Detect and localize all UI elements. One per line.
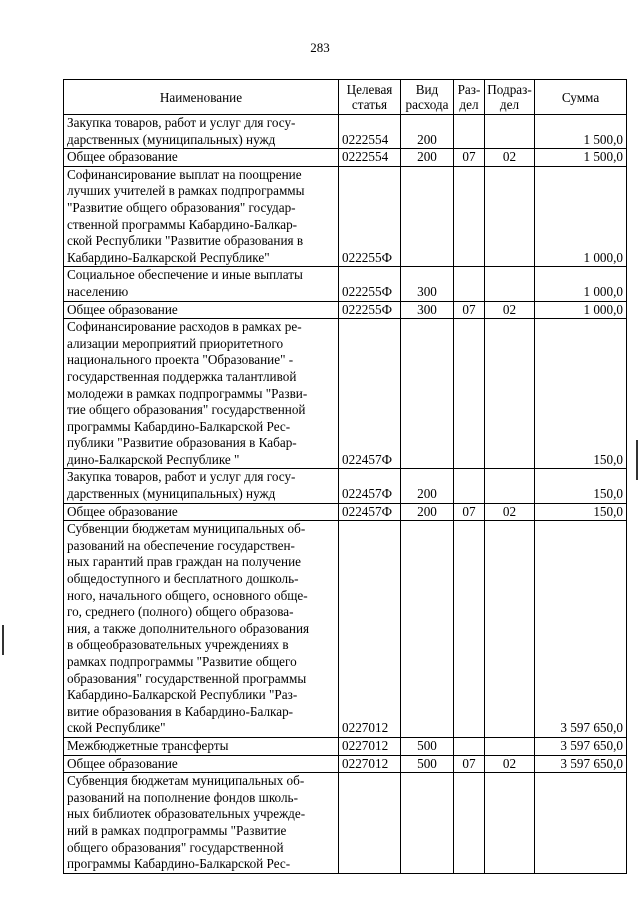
row-name-line: ний в рамках подпрограммы "Развитие [67, 822, 287, 838]
row-subsection-cell [485, 521, 535, 738]
row-section-cell [454, 773, 485, 874]
row-name-line: ской Республике" [67, 720, 166, 736]
row-name-line: тие общего образования" государственной [67, 402, 306, 418]
row-expense-kind-cell: 500 [401, 737, 454, 755]
table-row [64, 301, 627, 319]
row-name-cell [64, 521, 339, 738]
table-row [64, 115, 627, 149]
row-name-line: витие образования в Кабардино-Балкар- [67, 703, 294, 719]
row-name-line: Софинансирование расходов в рамках ре- [67, 319, 302, 335]
table-row [64, 503, 627, 521]
row-name-line: Общее образование [67, 301, 178, 317]
row-subsection-cell [485, 267, 535, 301]
row-name-line: ственной программы Кабардино-Балкар- [67, 216, 298, 232]
row-target-cell: 022255Ф [339, 166, 401, 267]
row-subsection-cell [485, 773, 535, 874]
margin-mark-bottom [2, 625, 4, 655]
row-name-line: программы Кабардино-Балкарской Рес- [67, 418, 291, 434]
table-row [64, 773, 627, 874]
row-name-line: "Развитие общего образования" государ- [67, 199, 296, 215]
row-name-line: лучших учителей в рамках подпрограммы [67, 183, 305, 199]
row-name-line: Кабардино-Балкарской Республике" [67, 249, 270, 265]
row-section-cell [454, 267, 485, 301]
row-subsection-cell [485, 115, 535, 149]
row-expense-kind-cell: 200 [401, 115, 454, 149]
row-name-cell [64, 469, 339, 503]
table-row [64, 469, 627, 503]
row-name-line: дарственных (муниципальных) нужд [67, 486, 276, 502]
row-name-line: публики "Развитие образования в Кабар- [67, 435, 297, 451]
row-expense-kind-cell: 200 [401, 469, 454, 503]
page-number: 283 [310, 40, 330, 55]
table-row [64, 755, 627, 773]
row-name-line: Межбюджетные трансферты [67, 737, 229, 753]
row-expense-kind-cell: 500 [401, 755, 454, 773]
header-section-line-2: дел [459, 97, 479, 112]
row-section-cell: 07 [454, 755, 485, 773]
row-subsection-cell: 02 [485, 755, 535, 773]
row-name-cell [64, 737, 339, 755]
header-target-article [339, 80, 401, 115]
row-target-cell: 0227012 [339, 521, 401, 738]
row-name-line: общедоступного и бесплатного дошколь- [67, 571, 299, 587]
row-target-cell: 0222554 [339, 149, 401, 167]
row-section-cell [454, 469, 485, 503]
row-expense-kind-cell: 200 [401, 149, 454, 167]
header-subsection-line-2: дел [499, 97, 520, 112]
row-subsection-cell: 02 [485, 503, 535, 521]
row-name-cell [64, 755, 339, 773]
row-name-line: государственная поддержка талантливой [67, 368, 297, 384]
row-amount-cell: 1 000,0 [535, 267, 627, 301]
row-target-cell: 022457Ф [339, 469, 401, 503]
row-name-cell [64, 149, 339, 167]
row-amount-cell: 1 500,0 [535, 149, 627, 167]
row-target-cell: 0227012 [339, 755, 401, 773]
row-name-line: в общеобразовательных учреждениях в [67, 637, 289, 653]
header-kind-line-2: расхода [405, 97, 449, 112]
row-name-line: ных гарантий прав граждан на получение [67, 554, 301, 570]
row-expense-kind-cell: 300 [401, 301, 454, 319]
row-target-cell: 022457Ф [339, 503, 401, 521]
row-name-cell [64, 319, 339, 469]
row-name-cell [64, 773, 339, 874]
row-name-line: программы Кабардино-Балкарской Рес- [67, 856, 291, 872]
row-amount-cell: 3 597 650,0 [535, 755, 627, 773]
row-name-line: ния, а также дополнительного образования [67, 620, 310, 636]
row-name-cell [64, 503, 339, 521]
row-target-cell: 0222554 [339, 115, 401, 149]
row-name-line: Общее образование [67, 503, 178, 519]
header-subsection-line-1: Подраз- [487, 82, 532, 97]
row-name-line: национального проекта "Образование" - [67, 352, 294, 368]
table-row [64, 521, 627, 738]
row-name-line: Социальное обеспечение и иные выплаты [67, 267, 303, 283]
row-amount-cell: 150,0 [535, 503, 627, 521]
row-target-cell: 022255Ф [339, 301, 401, 319]
row-name-line: дарственных (муниципальных) нужд [67, 131, 276, 147]
row-name-line: го, среднего (полного) общего образова- [67, 604, 294, 620]
table-row [64, 319, 627, 469]
row-section-cell: 07 [454, 301, 485, 319]
row-section-cell [454, 521, 485, 738]
row-name-line: дино-Балкарской Республике " [67, 451, 240, 467]
row-subsection-cell [485, 166, 535, 267]
row-name-line: образования" государственной программы [67, 670, 307, 686]
table-row [64, 267, 627, 301]
row-name-line: Софинансирование выплат на поощрение [67, 166, 302, 182]
row-section-cell: 07 [454, 503, 485, 521]
table-row [64, 737, 627, 755]
row-name-line: рамках подпрограммы "Развитие общего [67, 654, 297, 669]
row-name-line: ской Республики "Развитие образования в [67, 233, 304, 249]
row-name-line: Общее образование [67, 755, 178, 771]
row-subsection-cell: 02 [485, 301, 535, 319]
row-name-line: разований на обеспечение государствен- [67, 537, 295, 553]
row-expense-kind-cell [401, 319, 454, 469]
row-section-cell [454, 737, 485, 755]
row-name-line: Субвенция бюджетам муниципальных об- [67, 773, 305, 789]
budget-table [63, 79, 627, 874]
row-section-cell [454, 319, 485, 469]
header-kind-line-1: Вид [415, 82, 439, 97]
table-row [64, 166, 627, 267]
header-subsection [485, 80, 535, 115]
row-name-cell [64, 267, 339, 301]
row-name-line: Закупка товаров, работ и услуг для госу- [67, 115, 296, 130]
row-target-cell: 0227012 [339, 737, 401, 755]
row-amount-cell: 1 000,0 [535, 301, 627, 319]
header-target-line-1: Целевая [346, 82, 393, 97]
row-section-cell: 07 [454, 149, 485, 167]
table-header-row [64, 80, 627, 115]
header-name: Наименование [64, 80, 339, 115]
table-body [64, 115, 627, 874]
row-expense-kind-cell [401, 773, 454, 874]
row-name-line: Субвенции бюджетам муниципальных об- [67, 521, 306, 537]
row-name-line: Закупка товаров, работ и услуг для госу- [67, 469, 296, 485]
row-name-line: Кабардино-Балкарской Республики "Раз- [67, 687, 298, 703]
row-name-line: ного, начального общего, основного обще- [67, 587, 308, 603]
row-amount-cell: 150,0 [535, 319, 627, 469]
row-section-cell [454, 115, 485, 149]
row-subsection-cell [485, 319, 535, 469]
row-expense-kind-cell [401, 166, 454, 267]
header-target-line-2: статья [351, 97, 388, 112]
row-amount-cell [535, 773, 627, 874]
row-target-cell [339, 773, 401, 874]
row-target-cell: 022255Ф [339, 267, 401, 301]
row-section-cell [454, 166, 485, 267]
row-subsection-cell [485, 737, 535, 755]
row-name-line: населению [67, 283, 129, 299]
row-amount-cell: 3 597 650,0 [535, 737, 627, 755]
row-expense-kind-cell [401, 521, 454, 738]
header-section [454, 80, 485, 115]
row-name-line: ализации мероприятий приоритетного [67, 335, 284, 351]
row-amount-cell: 3 597 650,0 [535, 521, 627, 738]
row-amount-cell: 150,0 [535, 469, 627, 503]
margin-mark-top [636, 440, 638, 480]
row-name-line: ных библиотек образовательных учрежде- [67, 806, 306, 822]
row-expense-kind-cell: 200 [401, 503, 454, 521]
row-name-line: Общее образование [67, 149, 178, 165]
header-amount: Сумма [535, 80, 627, 115]
row-name-line: молодежи в рамках подпрограммы "Разви- [67, 385, 308, 401]
header-expense-kind [401, 80, 454, 115]
header-section-line-1: Раз- [457, 82, 481, 97]
row-name-cell [64, 301, 339, 319]
row-target-cell: 022457Ф [339, 319, 401, 469]
row-subsection-cell [485, 469, 535, 503]
row-name-line: разований на пополнение фондов школь- [67, 789, 298, 805]
row-name-cell [64, 166, 339, 267]
row-name-line: общего образования" государственной [67, 839, 284, 855]
row-amount-cell: 1 500,0 [535, 115, 627, 149]
row-expense-kind-cell: 300 [401, 267, 454, 301]
row-subsection-cell: 02 [485, 149, 535, 167]
table-row [64, 149, 627, 167]
row-amount-cell: 1 000,0 [535, 166, 627, 267]
row-name-cell [64, 115, 339, 149]
